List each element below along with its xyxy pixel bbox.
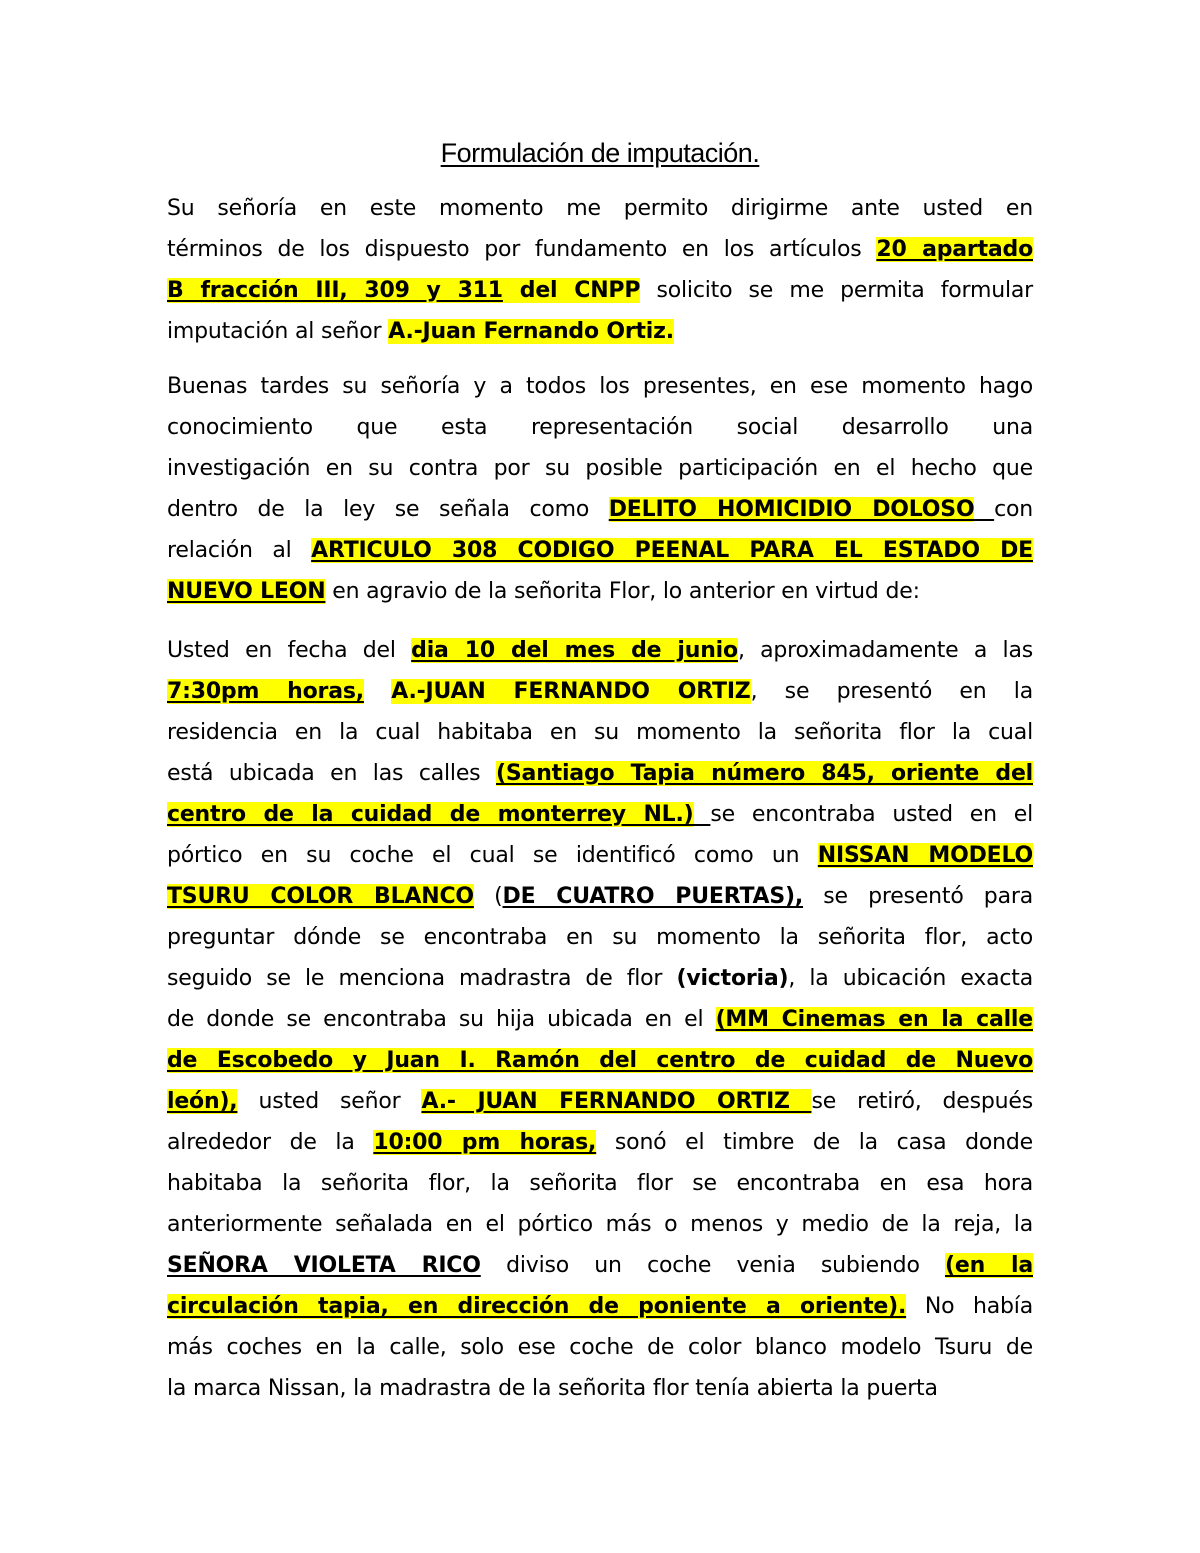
text-line xyxy=(167,917,1033,958)
text-run: (victoria) xyxy=(676,966,789,991)
text-line xyxy=(167,407,1033,448)
text-line xyxy=(167,958,1033,999)
paragraph-facts xyxy=(167,630,1033,1409)
text-line xyxy=(167,876,1033,917)
text-run: términos de los dispuesto por fundamento en los artículos xyxy=(167,237,877,262)
text-line xyxy=(167,311,1033,352)
text-line xyxy=(167,366,1033,407)
text-run: seguido se le menciona madrastra de flor xyxy=(167,966,677,991)
highlighted-text: del CNPP xyxy=(502,278,641,303)
paragraph-request xyxy=(167,188,1033,352)
text-line xyxy=(167,530,1033,571)
highlighted-text: 20 apartado xyxy=(876,237,1034,262)
highlighted-text: DELITO HOMICIDIO DOLOSO xyxy=(608,497,975,522)
text-line xyxy=(167,229,1033,270)
highlighted-text: centro de la cuidad de monterrey NL.) xyxy=(167,802,694,827)
text-run: diviso un coche venia subiendo xyxy=(480,1253,946,1278)
paragraph-charge xyxy=(167,366,1033,612)
text-run: Usted en fecha del xyxy=(167,638,412,663)
text-run: la marca Nissan, la madrastra de la señorita flor tenía abierta la puerta xyxy=(167,1376,938,1401)
text-run: ( xyxy=(473,884,503,909)
text-run: con xyxy=(994,497,1033,522)
text-run: pórtico en su coche el cual se identificó como un xyxy=(167,843,818,868)
text-run: , la ubicación exacta xyxy=(788,966,1033,991)
text-run: solicito se me permita formular xyxy=(640,278,1033,303)
text-line xyxy=(167,270,1033,311)
text-line xyxy=(167,835,1033,876)
text-run xyxy=(694,802,711,827)
highlighted-text: circulación tapia, en dirección de poniente a oriente). xyxy=(167,1294,907,1319)
highlighted-text: TSURU COLOR BLANCO xyxy=(167,884,474,909)
text-line xyxy=(167,1245,1033,1286)
highlighted-text: B fracción III, 309 y 311 xyxy=(167,278,503,303)
text-line xyxy=(167,1040,1033,1081)
text-run: alrededor de la xyxy=(167,1130,374,1155)
highlighted-text: A.- JUAN FERNANDO ORTIZ xyxy=(421,1089,812,1114)
highlighted-text: 7:30pm horas, xyxy=(167,679,364,704)
text-run: está ubicada en las calles xyxy=(167,761,497,786)
text-line xyxy=(167,1122,1033,1163)
text-run: se retiró, después xyxy=(811,1089,1034,1114)
text-line xyxy=(167,448,1033,489)
text-run: en agravio de la señorita Flor, lo anterior en virtud de: xyxy=(325,579,920,604)
text-run: anteriormente señalada en el pórtico más o menos y medio de la reja, la xyxy=(167,1212,1033,1237)
text-line xyxy=(167,671,1033,712)
highlighted-text: (en la xyxy=(945,1253,1034,1278)
text-line xyxy=(167,1081,1033,1122)
text-line xyxy=(167,1204,1033,1245)
highlighted-text: A.-Juan Fernando Ortiz. xyxy=(388,319,674,344)
text-line xyxy=(167,1286,1033,1327)
highlighted-text: ARTICULO 308 CODIGO PEENAL PARA EL ESTADO DE xyxy=(311,538,1033,563)
text-run: DE CUATRO PUERTAS), xyxy=(502,884,804,909)
text-run: , aproximadamente a las xyxy=(737,638,1033,663)
text-run xyxy=(364,679,391,704)
highlighted-text: (MM Cinemas en la calle xyxy=(715,1007,1033,1032)
text-run: dentro de la ley se señala como xyxy=(167,497,609,522)
document-title xyxy=(0,138,1200,169)
document-title-text: Formulación de imputación. xyxy=(440,138,760,168)
text-run: , se presentó en la xyxy=(750,679,1033,704)
text-run: No había xyxy=(906,1294,1033,1319)
text-run: usted señor xyxy=(237,1089,422,1114)
text-run: se presentó para xyxy=(803,884,1033,909)
text-run: más coches en la calle, solo ese coche de color blanco modelo Tsuru de xyxy=(167,1335,1033,1360)
text-run: imputación al señor xyxy=(167,319,389,344)
text-line xyxy=(167,188,1033,229)
highlighted-text: NISSAN MODELO xyxy=(817,843,1033,868)
text-run: SEÑORA VIOLETA RICO xyxy=(167,1253,481,1278)
text-run: de donde se encontraba su hija ubicada en el xyxy=(167,1007,716,1032)
text-line xyxy=(167,712,1033,753)
text-line xyxy=(167,571,1033,612)
text-line xyxy=(167,753,1033,794)
text-line xyxy=(167,630,1033,671)
highlighted-text: A.-JUAN FERNANDO ORTIZ xyxy=(391,679,751,704)
text-run: se encontraba usted en el xyxy=(710,802,1033,827)
text-run: relación al xyxy=(167,538,312,563)
text-line xyxy=(167,1368,1033,1409)
text-run xyxy=(974,497,994,522)
text-run: conocimiento que esta representación social desarrollo una xyxy=(167,415,1033,440)
highlighted-text: dia 10 del mes de junio xyxy=(411,638,738,663)
text-line xyxy=(167,1327,1033,1368)
text-run: Su señoría en este momento me permito dirigirme ante usted en xyxy=(167,196,1033,221)
highlighted-text: de Escobedo y Juan I. Ramón del centro de cuidad de Nuevo xyxy=(167,1048,1033,1073)
text-line xyxy=(167,999,1033,1040)
text-run: preguntar dónde se encontraba en su momento la señorita flor, acto xyxy=(167,925,1033,950)
text-run: investigación en su contra por su posible participación en el hecho que xyxy=(167,456,1033,481)
text-line xyxy=(167,489,1033,530)
text-run: sonó el timbre de la casa donde xyxy=(596,1130,1033,1155)
highlighted-text: león), xyxy=(167,1089,238,1114)
text-run: habitaba la señorita flor, la señorita flor se encontraba en esa hora xyxy=(167,1171,1033,1196)
text-run: residencia en la cual habitaba en su momento la señorita flor la cual xyxy=(167,720,1033,745)
highlighted-text: (Santiago Tapia número 845, oriente del xyxy=(496,761,1033,786)
text-line xyxy=(167,1163,1033,1204)
text-run: Buenas tardes su señoría y a todos los presentes, en ese momento hago xyxy=(167,374,1033,399)
highlighted-text: 10:00 pm horas, xyxy=(373,1130,597,1155)
highlighted-text: NUEVO LEON xyxy=(167,579,326,604)
text-line xyxy=(167,794,1033,835)
